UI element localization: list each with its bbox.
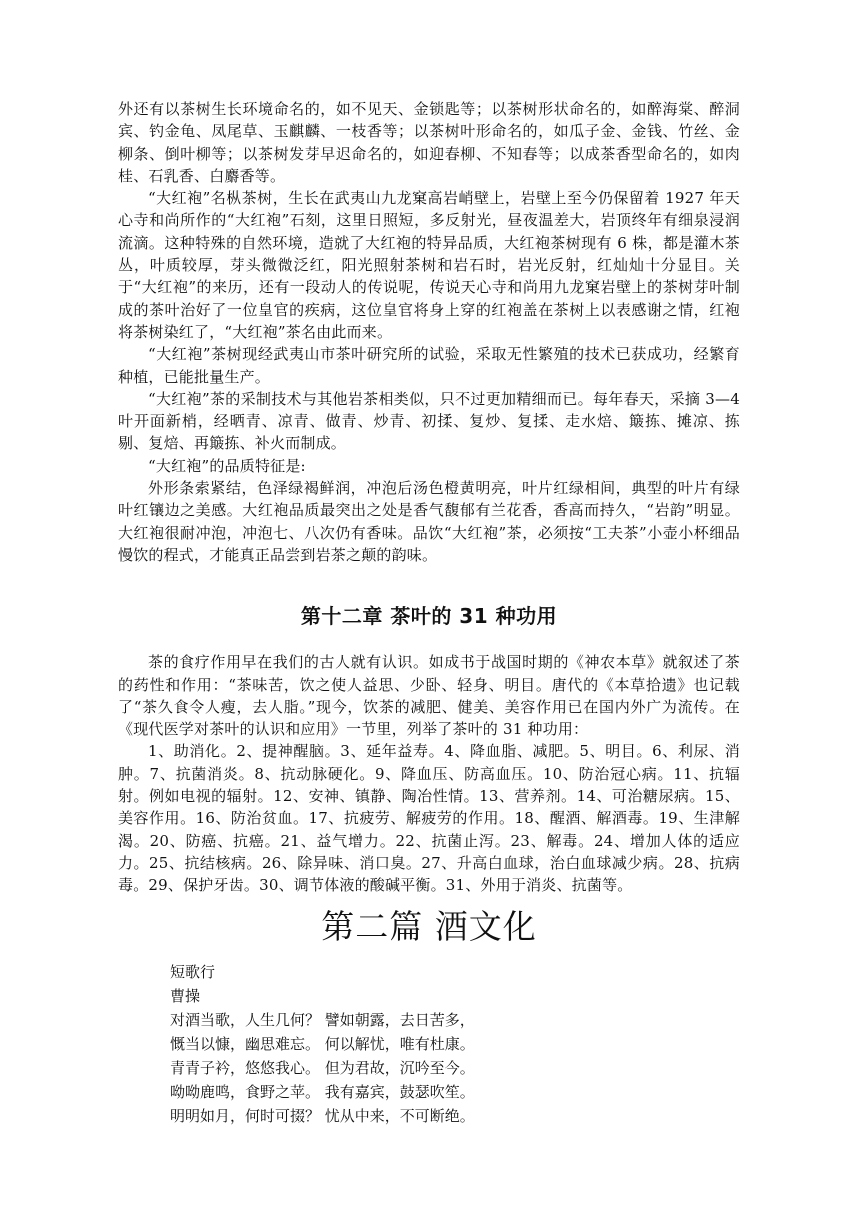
document-page <box>118 98 740 1128</box>
poem-line: 青青子衿，悠悠我心。 但为君故，沉吟至今。 <box>170 1058 475 1077</box>
poem-author: 曹操 <box>170 986 201 1005</box>
chapter-title: 第十二章 茶叶的 31 种功用 <box>300 604 558 629</box>
paragraph-dahongpao-quality: 外形条索紧结，色泽绿褐鲜润，冲泡后汤色橙黄明亮，叶片红绿相间，典型的叶片有绿叶红镶边之美感。大红袍品质最突出之处是香气馥郁有兰花香，香高而持久，“岩韵”明显。大红袍很耐冲泡，冲泡七、八次仍有香味。品饮“大红袍”茶，必须按“工夫茶”小壶小杯细品慢饮的程式，才能真正品尝到岩茶之颠的韵味。 <box>118 479 740 564</box>
paragraph-tea-functions-list: 1、助消化。2、提神醒脑。3、延年益寿。4、降血脂、减肥。5、明目。6、利尿、消肿。7、抗菌消炎。8、抗动脉硬化。9、降血压、防高血压。10、防治冠心病。11、抗辐射。例如电视的辐射。12、安神、镇静、陶冶性情。13、营养剂。14、可治糖尿病。15、美容作用。16、防治贫血。17、抗疲劳、解疲劳的作用。18、醒酒、解酒毒。19、生津解渴。20、防癌、抗癌。21、益气增力。22、抗菌止泻。23、解毒。24、增加人体的适应力。25、抗结核病。26、除异味、消口臭。27、升高白血球，治白血球减少病。28、抗病毒。29、保护牙齿。30、调节体液的酸碱平衡。31、外用于消炎、抗菌等。 <box>118 742 740 895</box>
poem-line: 慨当以慷，幽思难忘。 何以解忧，唯有杜康。 <box>170 1034 475 1053</box>
poem <box>170 960 740 1128</box>
paragraph-dahongpao-origin: “大红袍”名枞茶树，生长在武夷山九龙窠高岩峭壁上，岩壁上至今仍保留着 1927 年天心寺和尚所作的“大红袍”石刻，这里日照短，多反射光，昼夜温差大，岩顶终年有细泉浸润流滴。这种特殊的自然环境，造就了大红袍的特异品质，大红袍茶树现有 6 株，都是灌木茶丛，叶质较厚，芽头微微泛红，阳光照射茶树和岩石时，岩光反射，红灿灿十分显目。关于“大红袍”的来历，还有一段动人的传说呢，传说天心寺和尚用九龙窠岩壁上的茶树芽叶制成的茶叶治好了一位皇官的疾病，这位皇官将身上穿的红袍盖在茶树上以表感谢之情，红袍将茶树染红了，“大红袍”茶名由此而来。 <box>118 189 740 341</box>
part-title: 第二篇 酒文化 <box>321 906 537 946</box>
poem-title: 短歌行 <box>170 962 216 981</box>
poem-line: 明明如月，何时可掇？ 忧从中来，不可断绝。 <box>170 1106 475 1125</box>
paragraph-dahongpao-propagation: “大红袍”茶树现经武夷山市茶叶研究所的试验，采取无性繁殖的技术已获成功，经繁育种植，已能批量生产。 <box>118 345 740 386</box>
paragraph-dahongpao-quality-heading: “大红袍”的品质特征是: <box>148 456 306 475</box>
poem-line: 呦呦鹿鸣，食野之苹。 我有嘉宾，鼓瑟吹笙。 <box>170 1082 475 1101</box>
paragraph-tea-names: 外还有以茶树生长环境命名的，如不见天、金锁匙等；以茶树形状命名的，如醉海棠、醉洞宾、钓金龟、凤尾草、玉麒麟、一枝香等；以茶树叶形命名的，如瓜子金、金钱、竹丝、金柳条、倒叶柳等；以茶树发芽早迟命名的，如迎春柳、不知春等；以成茶香型命名的，如肉桂、石乳香、白麝香等。 <box>118 100 740 185</box>
paragraph-tea-therapy: 茶的食疗作用早在我们的古人就有认识。如成书于战国时期的《神农本草》就叙述了茶的药性和作用：“茶味苦，饮之使人益思、少卧、轻身、明目。唐代的《本草拾遗》也记载了“茶久食令人瘦，去人脂。”现今，饮茶的减肥、健美、美容作用已在国内外广为流传。在《现代医学对茶叶的认识和应用》一节里，列举了茶叶的 31 种功用： <box>118 653 740 739</box>
paragraph-dahongpao-processing: “大红袍”茶的采制技术与其他岩茶相类似，只不过更加精细而已。每年春天，采摘 3—4 叶开面新梢，经晒青、凉青、做青、炒青、初揉、复炒、复揉、走水焙、簸拣、摊凉、拣剔、复焙、再簸拣、补火而制成。 <box>118 389 740 453</box>
poem-line: 对酒当歌，人生几何？ 譬如朝露，去日苦多， <box>170 1010 475 1029</box>
